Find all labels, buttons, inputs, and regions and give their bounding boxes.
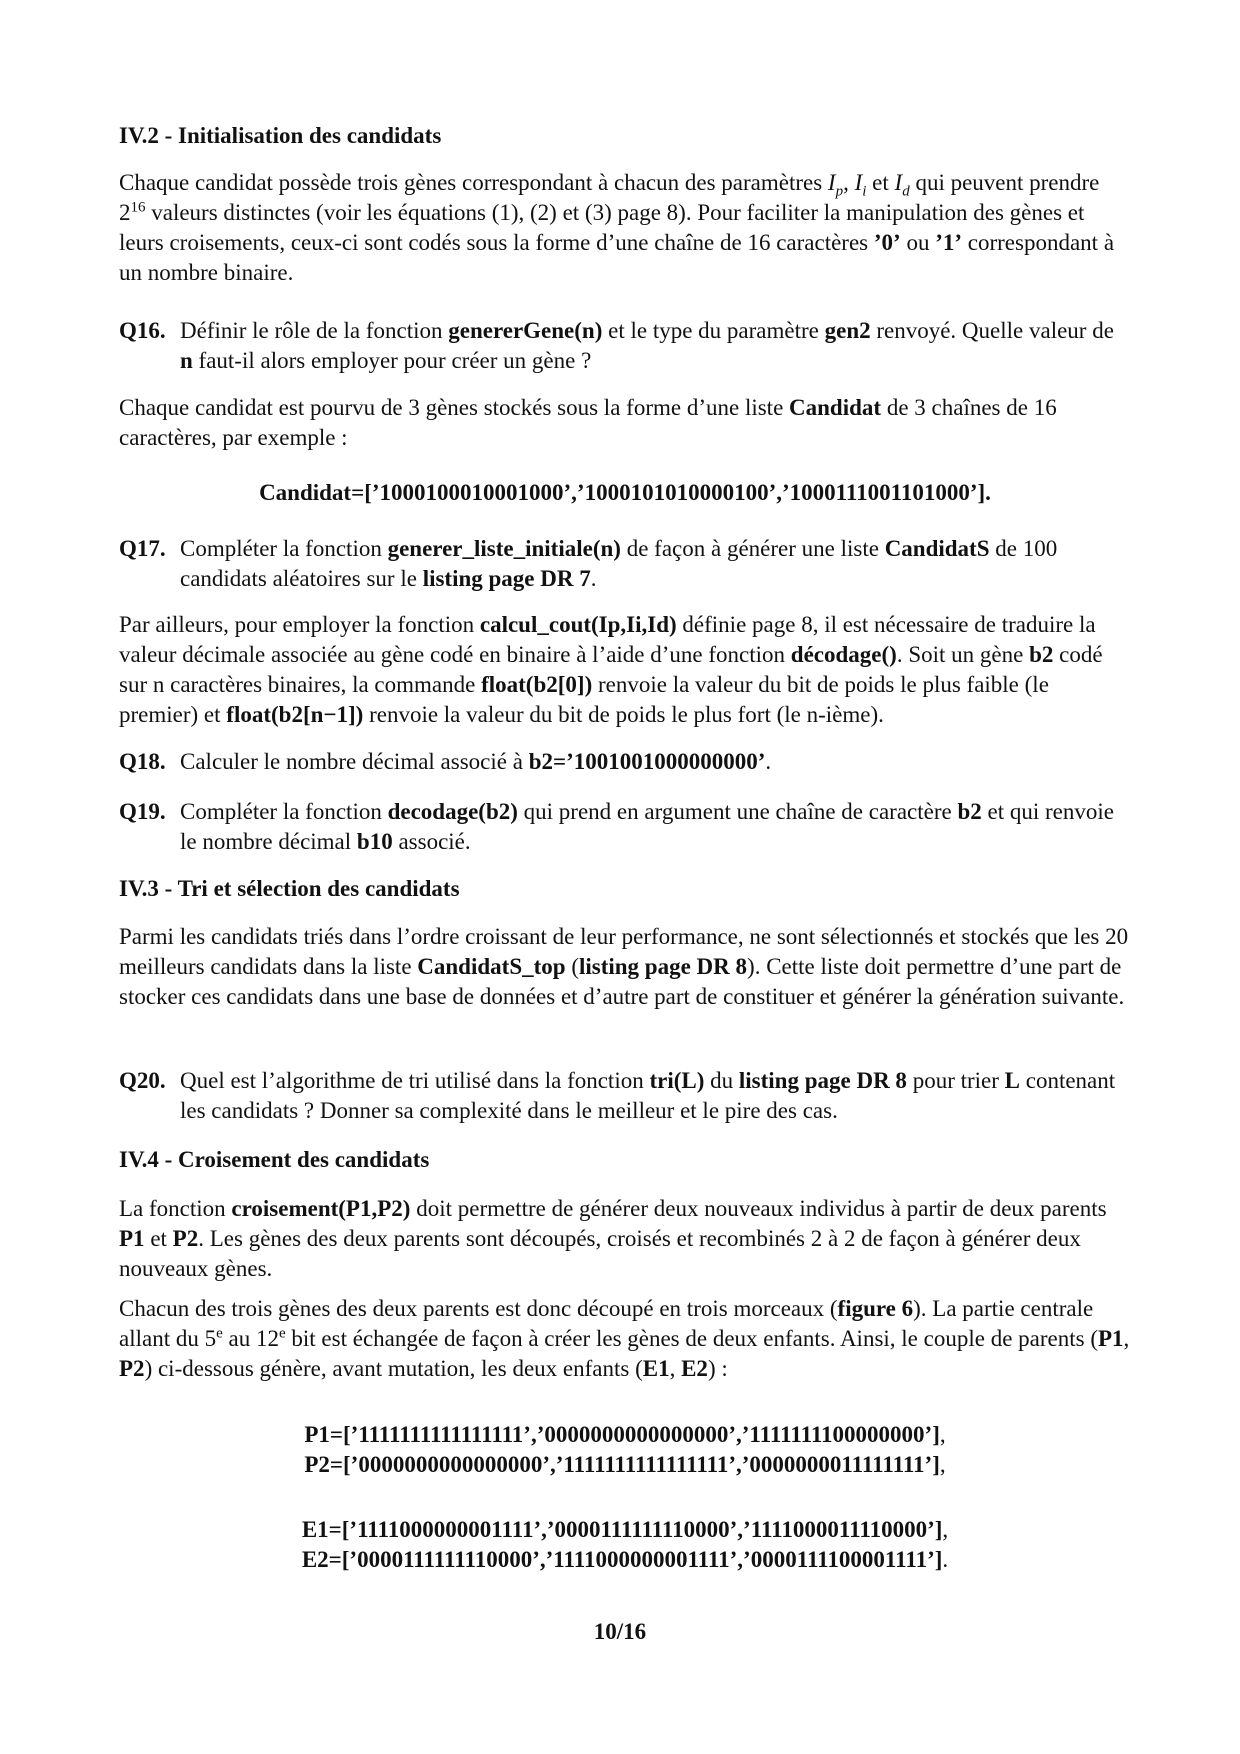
bold-text: b2=’1001001000000000’ [528,749,766,774]
text: et [144,1226,173,1251]
text: Compléter la fonction [180,799,388,824]
bold-text: tri(L) [649,1068,705,1093]
question-q17 [119,534,1131,594]
section-heading-iv4: IV.4 - Croisement des candidats [119,1147,430,1172]
bold-text: float(b2[0]) [481,672,593,697]
paragraph-candidat [119,393,1131,453]
superscript: 16 [130,199,146,216]
text: ) : [707,1356,728,1381]
bold-text: CandidatS_top [417,954,566,979]
text: bit est échangée de façon à créer les gènes de deux enfants. Ainsi, le couple de parents ( [285,1326,1098,1351]
example-p2 [119,1450,1131,1480]
text: qui peuvent prendre 2 [119,170,1100,225]
text: valeurs distinctes (voir les équations (1), (2) et (3) page 8). Pour faciliter la manipulation des gènes et leurs croisements, ceux-ci sont codés sous la forme d’une chaîne de 16 caractères [119,200,1085,255]
text: , [939,1452,946,1477]
question-text [180,747,1131,777]
paragraph-decodage [119,610,1131,730]
bold-text: ’0’ [873,230,901,255]
text: . [765,749,772,774]
text: de façon à générer une liste [620,536,885,561]
question-number: Q19. [119,799,166,824]
example-p1 [119,1420,1131,1450]
question-q20 [119,1066,1131,1126]
text: correspondant à un nombre binaire. [119,230,1115,285]
paragraph-tri [119,922,1131,1012]
text: ) ci-dessous génère, avant mutation, les deux enfants ( [144,1356,643,1381]
bold-text: P2 [172,1226,199,1251]
bold-text: Candidat [789,395,882,420]
question-number: Q18. [119,749,166,774]
question-q18 [119,747,1131,777]
symbol-ii: I [854,170,863,195]
bold-text: P1 [1097,1326,1124,1351]
question-text [180,797,1131,857]
subscript: p [835,183,844,200]
text: Calculer le nombre décimal associé à [180,749,529,774]
text: Par ailleurs, pour employer la fonction [119,612,480,637]
bold-text: P1 [119,1226,145,1251]
text: du [704,1068,739,1093]
subscript: d [902,183,910,200]
question-number: Q20. [119,1068,166,1093]
question-q19 [119,797,1131,857]
superscript: e [278,1325,286,1342]
text: , [843,170,855,195]
bold-text: E2=[’0000111111110000’,’1111000000001111’,’0000111100001111’] [301,1547,943,1572]
text: ). Cette liste doit permettre d’une part de stocker ces candidats dans une base de données et d’autre part de constituer et générer la génération suivante. [119,954,1125,1009]
text: Définir le rôle de la fonction [180,318,449,343]
bold-text: b10 [356,829,393,854]
text: définie page 8, il est nécessaire de traduire la valeur décimale associée au gène codé en binaire à l’aide d’une fonction [119,612,1096,667]
text: Chaque candidat est pourvu de 3 gènes stockés sous la forme d’une liste [119,395,790,420]
candidat-example: Candidat=[’1000100010001000’,’1000101010000100’,’1000111001101000’]. [259,480,991,505]
bold-text: décodage() [790,642,897,667]
subscript: i [862,183,867,200]
bold-text: listing page DR 8 [578,954,748,979]
text: , [669,1356,682,1381]
text: Chaque candidat possède trois gènes correspondant à chacun des paramètres [119,170,828,195]
bold-text: decodage(b2) [387,799,518,824]
text: et qui renvoie le nombre décimal [180,799,1114,854]
text: Quel est l’algorithme de tri utilisé dans la fonction [180,1068,650,1093]
bold-text: n [180,348,193,373]
question-text [180,534,1131,594]
text: Parmi les candidats triés dans l’ordre croissant de leur performance, ne sont sélectionnés et stockés que les 20 meilleurs candidats dans la liste [119,924,1129,979]
bold-text: listing page DR 7 [422,566,591,591]
bold-text: generer_liste_initiale(n) [387,536,621,561]
text: qui prend en argument une chaîne de caractère [517,799,958,824]
text: de 3 chaînes de 16 caractères, par exemple : [119,395,1057,450]
text: , [942,1517,949,1542]
bold-text: ’1’ [935,230,963,255]
text: renvoie la valeur du bit de poids le plus faible (le premier) et [119,672,1049,727]
question-text [180,316,1131,376]
text: doit permettre de générer deux nouveaux individus à partir de deux parents [410,1196,1107,1221]
paragraph-genes-intro [119,168,1131,288]
text: ou [900,230,936,255]
text: . [590,566,597,591]
text: contenant les candidats ? Donner sa complexité dans le meilleur et le pire des cas. [180,1068,1116,1123]
symbol-id: I [894,170,903,195]
text: et [866,170,895,195]
text: . Soit un gène [896,642,1030,667]
bold-text: listing page DR 8 [738,1068,907,1093]
bold-text: croisement(P1,P2) [231,1196,411,1221]
bold-text: CandidatS [884,536,990,561]
bold-text: genererGene(n) [448,318,603,343]
text: faut-il alors employer pour créer un gène ? [192,348,592,373]
text: ). La partie centrale allant du 5 [119,1296,1094,1351]
bold-text: E1=[’1111000000001111’,’0000111111110000’,’1111000011110000’] [301,1517,943,1542]
text: La fonction [119,1196,232,1221]
text: et le type du paramètre [602,318,825,343]
bold-text: gen2 [824,318,871,343]
example-e1 [119,1515,1131,1545]
superscript: e [216,1325,223,1342]
paragraph-croisement [119,1194,1131,1284]
bold-text: figure 6 [837,1296,914,1321]
question-number: Q16. [119,318,166,343]
text: au 12 [222,1326,279,1351]
text: ( [565,954,579,979]
text: Compléter la fonction [180,536,388,561]
text: , [1123,1326,1130,1351]
example-e2 [119,1545,1131,1575]
text: associé. [392,829,471,854]
bold-text: L [1004,1068,1020,1093]
bold-text: E2 [681,1356,708,1381]
question-text [180,1066,1131,1126]
text: codé sur n caractères binaires, la commande [119,642,1103,697]
text: pour trier [906,1068,1005,1093]
text: renvoie la valeur du bit de poids le plus fort (le n-ième). [363,702,884,727]
question-q16 [119,316,1131,376]
text: de 100 candidats aléatoires sur le [180,536,1058,591]
page-number: 10/16 [593,1619,647,1644]
section-heading-iv2: IV.2 - Initialisation des candidats [119,123,442,148]
text: Chacun des trois gènes des deux parents est donc découpé en trois morceaux ( [119,1296,838,1321]
bold-text: b2 [957,799,982,824]
text: renvoyé. Quelle valeur de [870,318,1114,343]
text: . Les gènes des deux parents sont découpés, croisés et recombinés 2 à 2 de façon à générer deux nouveaux gènes. [119,1226,1081,1281]
text: , [939,1422,946,1447]
section-heading-iv3: IV.3 - Tri et sélection des candidats [119,876,460,901]
paragraph-decoupage [119,1294,1131,1384]
bold-text: b2 [1029,642,1054,667]
question-number: Q17. [119,536,166,561]
bold-text: P2 [119,1356,145,1381]
bold-text: float(b2[n−1]) [226,702,364,727]
bold-text: P2=[’0000000000000000’,’1111111111111111’,’0000000011111111’] [304,1452,940,1477]
bold-text: P1=[’1111111111111111’,’0000000000000000’,’1111111100000000’] [304,1422,940,1447]
symbol-ip: I [827,170,836,195]
text: . [942,1547,949,1572]
bold-text: E1 [642,1356,670,1381]
bold-text: calcul_cout(Ip,Ii,Id) [479,612,677,637]
